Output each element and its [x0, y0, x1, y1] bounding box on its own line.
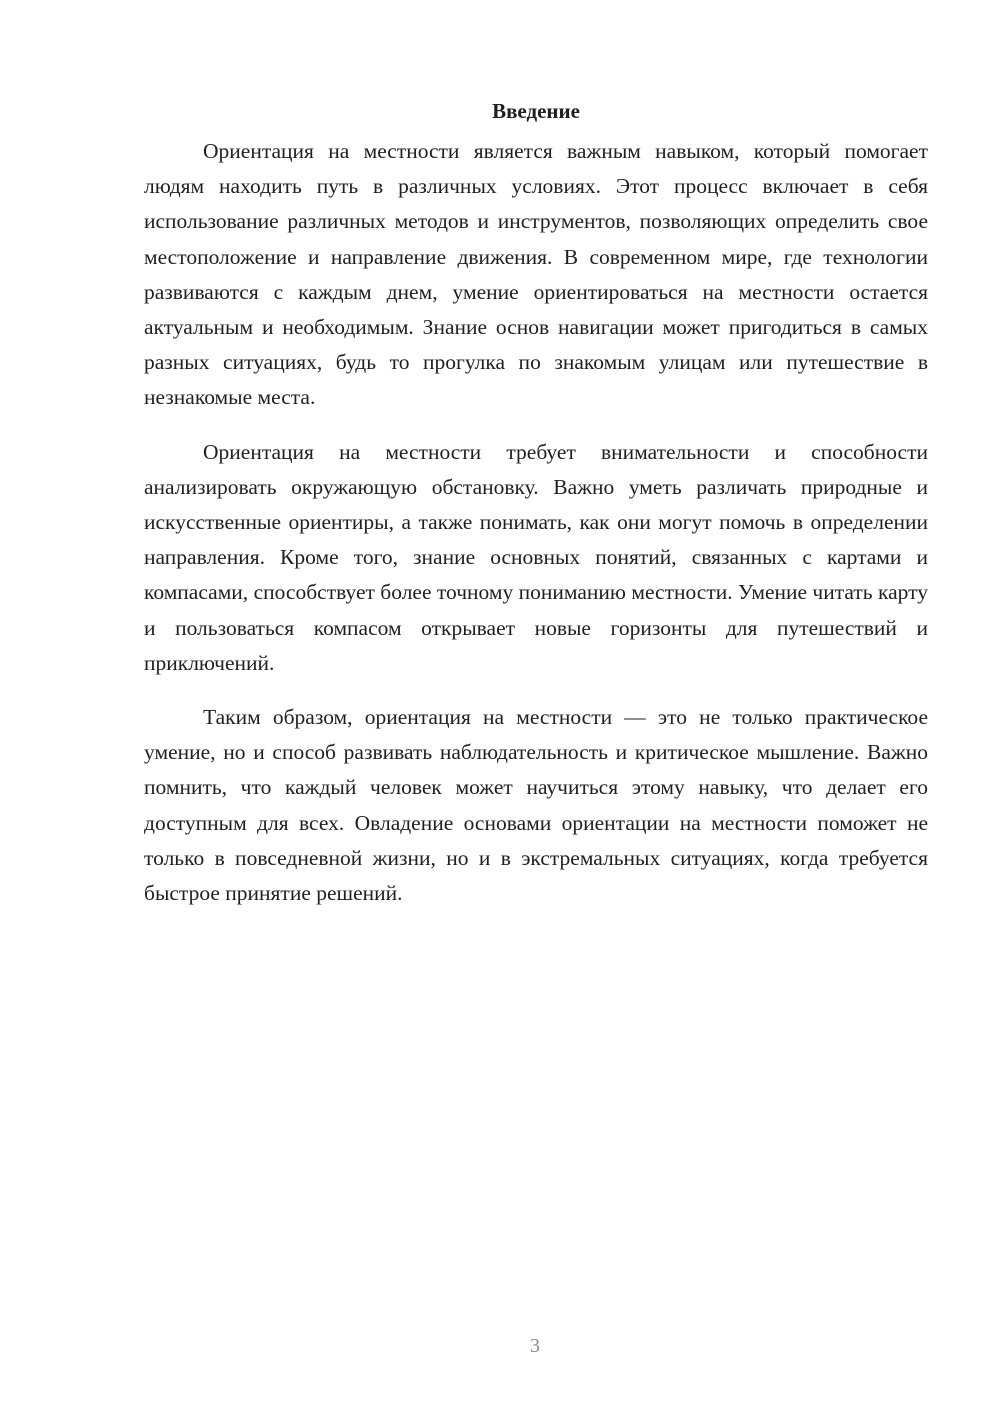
paragraph-1: Ориентация на местности является важным навыком, который помогает людям находить путь в различных условиях. Этот процесс включает в себя использование различных методов и инструментов, позволяющих определить свое местоположение и направление движения. В современном мире, где технологии развиваются с каждым днем, умение ориентироваться на местности остается актуальным и необходимым. Знание основ навигации может пригодиться в самых разных ситуациях, будь то прогулка по знакомым улицам или путешествие в незнакомые места. — [144, 139, 928, 410]
page-number: 3 — [530, 1335, 540, 1357]
page-content — [144, 96, 928, 930]
paragraph-2: Ориентация на местности требует внимательности и способности анализировать окружающую обстановку. Важно уметь различать природные и искусственные ориентиры, а также понимать, как они могут помочь в определении направления. Кроме того, знание основных понятий, связанных с картами и компасами, способствует более точному пониманию местности. Умение читать карту и пользоваться компасом открывает новые горизонты для путешествий и приключений. — [144, 439, 928, 675]
paragraph-3: Таким образом, ориентация на местности — это не только практическое умение, но и способ развивать наблюдательность и критическое мышление. Важно помнить, что каждый человек может научиться этому навыку, что делает его доступным для всех. Овладение основами ориентации на местности поможет не только в повседневной жизни, но и в экстремальных ситуациях, когда требуется быстрое принятие решений. — [144, 705, 928, 906]
section-heading: Введение — [492, 99, 580, 123]
